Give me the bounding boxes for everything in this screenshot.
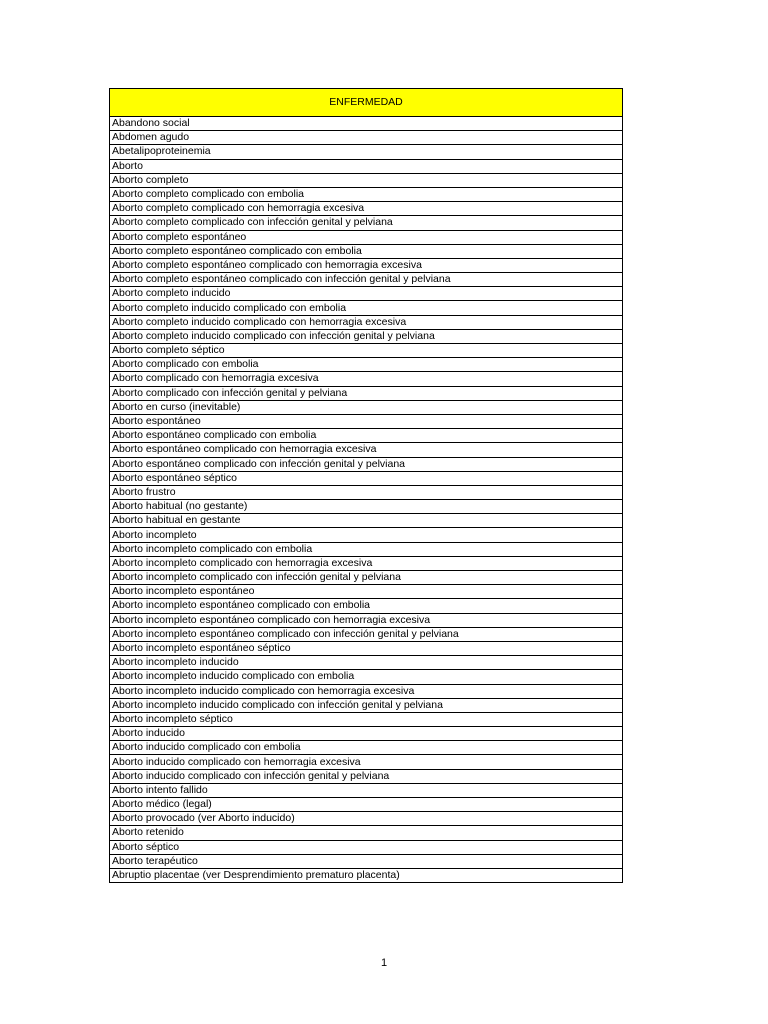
table-body (110, 117, 623, 883)
table-row (110, 230, 623, 244)
disease-cell: Aborto complicado con embolia (110, 358, 623, 372)
table-row (110, 315, 623, 329)
disease-cell: Aborto inducido (110, 727, 623, 741)
table-row (110, 656, 623, 670)
table-row (110, 514, 623, 528)
disease-cell: Abetalipoproteinemia (110, 145, 623, 159)
table-row (110, 386, 623, 400)
table-row (110, 528, 623, 542)
disease-cell: Aborto inducido complicado con infección genital y pelviana (110, 769, 623, 783)
table-row (110, 812, 623, 826)
table-row (110, 301, 623, 315)
disease-cell: Aborto frustro (110, 485, 623, 499)
disease-cell: Aborto (110, 159, 623, 173)
table-row (110, 202, 623, 216)
disease-cell: Aborto completo inducido complicado con hemorragia excesiva (110, 315, 623, 329)
column-header-enfermedad: ENFERMEDAD (110, 89, 623, 117)
disease-cell: Aborto habitual (no gestante) (110, 500, 623, 514)
disease-cell: Aborto inducido complicado con hemorragia excesiva (110, 755, 623, 769)
table-row (110, 556, 623, 570)
disease-cell: Aborto completo complicado con infección genital y pelviana (110, 216, 623, 230)
table-row (110, 684, 623, 698)
disease-cell: Aborto séptico (110, 840, 623, 854)
table-row (110, 145, 623, 159)
disease-cell: Abdomen agudo (110, 131, 623, 145)
disease-cell: Aborto incompleto inducido complicado con infección genital y pelviana (110, 698, 623, 712)
disease-cell: Aborto incompleto (110, 528, 623, 542)
table-row (110, 627, 623, 641)
table-row (110, 117, 623, 131)
disease-cell: Aborto habitual en gestante (110, 514, 623, 528)
table-row (110, 798, 623, 812)
disease-cell: Aborto completo espontáneo complicado con infección genital y pelviana (110, 273, 623, 287)
table-row (110, 485, 623, 499)
table-row (110, 244, 623, 258)
table-row (110, 258, 623, 272)
disease-cell: Aborto intento fallido (110, 783, 623, 797)
disease-cell: Aborto incompleto espontáneo complicado con infección genital y pelviana (110, 627, 623, 641)
table-row (110, 613, 623, 627)
disease-cell: Aborto provocado (ver Aborto inducido) (110, 812, 623, 826)
disease-cell: Aborto completo espontáneo (110, 230, 623, 244)
disease-cell: Aborto completo complicado con embolia (110, 187, 623, 201)
table-row (110, 755, 623, 769)
disease-cell: Aborto completo complicado con hemorragia excesiva (110, 202, 623, 216)
table-header-row (110, 89, 623, 117)
table-row (110, 471, 623, 485)
disease-cell: Aborto complicado con infección genital y pelviana (110, 386, 623, 400)
disease-cell: Aborto completo inducido (110, 287, 623, 301)
disease-cell: Aborto terapéutico (110, 854, 623, 868)
table-row (110, 500, 623, 514)
disease-cell: Aborto incompleto complicado con hemorragia excesiva (110, 556, 623, 570)
disease-cell: Aborto completo espontáneo complicado con hemorragia excesiva (110, 258, 623, 272)
disease-cell: Aborto espontáneo complicado con embolia (110, 429, 623, 443)
table-row (110, 287, 623, 301)
table-row (110, 854, 623, 868)
disease-cell: Aborto completo inducido complicado con embolia (110, 301, 623, 315)
disease-cell: Aborto complicado con hemorragia excesiva (110, 372, 623, 386)
table-row (110, 187, 623, 201)
table-row (110, 216, 623, 230)
table-row (110, 727, 623, 741)
disease-cell: Abandono social (110, 117, 623, 131)
disease-cell: Aborto inducido complicado con embolia (110, 741, 623, 755)
table-row (110, 173, 623, 187)
table-row (110, 443, 623, 457)
disease-cell: Aborto en curso (inevitable) (110, 400, 623, 414)
disease-cell: Aborto incompleto espontáneo (110, 585, 623, 599)
table-row (110, 329, 623, 343)
table-row (110, 741, 623, 755)
disease-cell: Aborto completo (110, 173, 623, 187)
table-row (110, 344, 623, 358)
table-row (110, 712, 623, 726)
disease-cell: Aborto completo séptico (110, 344, 623, 358)
disease-cell: Aborto completo espontáneo complicado con embolia (110, 244, 623, 258)
disease-cell: Aborto médico (legal) (110, 798, 623, 812)
table-row (110, 826, 623, 840)
table-row (110, 641, 623, 655)
table-row (110, 457, 623, 471)
table-row (110, 542, 623, 556)
table-row (110, 840, 623, 854)
table-row (110, 698, 623, 712)
table-row (110, 358, 623, 372)
table-row (110, 131, 623, 145)
disease-table (109, 88, 623, 883)
disease-cell: Aborto espontáneo complicado con hemorragia excesiva (110, 443, 623, 457)
table-row (110, 769, 623, 783)
table-row (110, 868, 623, 882)
disease-cell: Aborto incompleto séptico (110, 712, 623, 726)
disease-cell: Abruptio placentae (ver Desprendimiento prematuro placenta) (110, 868, 623, 882)
disease-cell: Aborto incompleto complicado con infección genital y pelviana (110, 571, 623, 585)
disease-cell: Aborto espontáneo complicado con infección genital y pelviana (110, 457, 623, 471)
disease-cell: Aborto retenido (110, 826, 623, 840)
table-row (110, 273, 623, 287)
disease-cell: Aborto completo inducido complicado con infección genital y pelviana (110, 329, 623, 343)
disease-cell: Aborto incompleto complicado con embolia (110, 542, 623, 556)
table-row (110, 429, 623, 443)
disease-cell: Aborto espontáneo séptico (110, 471, 623, 485)
table-row (110, 571, 623, 585)
disease-cell: Aborto espontáneo (110, 414, 623, 428)
table-row (110, 670, 623, 684)
disease-cell: Aborto incompleto espontáneo séptico (110, 641, 623, 655)
disease-cell: Aborto incompleto inducido complicado con embolia (110, 670, 623, 684)
table-row (110, 159, 623, 173)
table-row (110, 585, 623, 599)
table-row (110, 372, 623, 386)
disease-cell: Aborto incompleto espontáneo complicado con embolia (110, 599, 623, 613)
table-row (110, 400, 623, 414)
disease-cell: Aborto incompleto inducido complicado con hemorragia excesiva (110, 684, 623, 698)
disease-cell: Aborto incompleto inducido (110, 656, 623, 670)
disease-cell: Aborto incompleto espontáneo complicado con hemorragia excesiva (110, 613, 623, 627)
table-row (110, 783, 623, 797)
table-row (110, 599, 623, 613)
page-number: 1 (380, 957, 388, 969)
table-row (110, 414, 623, 428)
